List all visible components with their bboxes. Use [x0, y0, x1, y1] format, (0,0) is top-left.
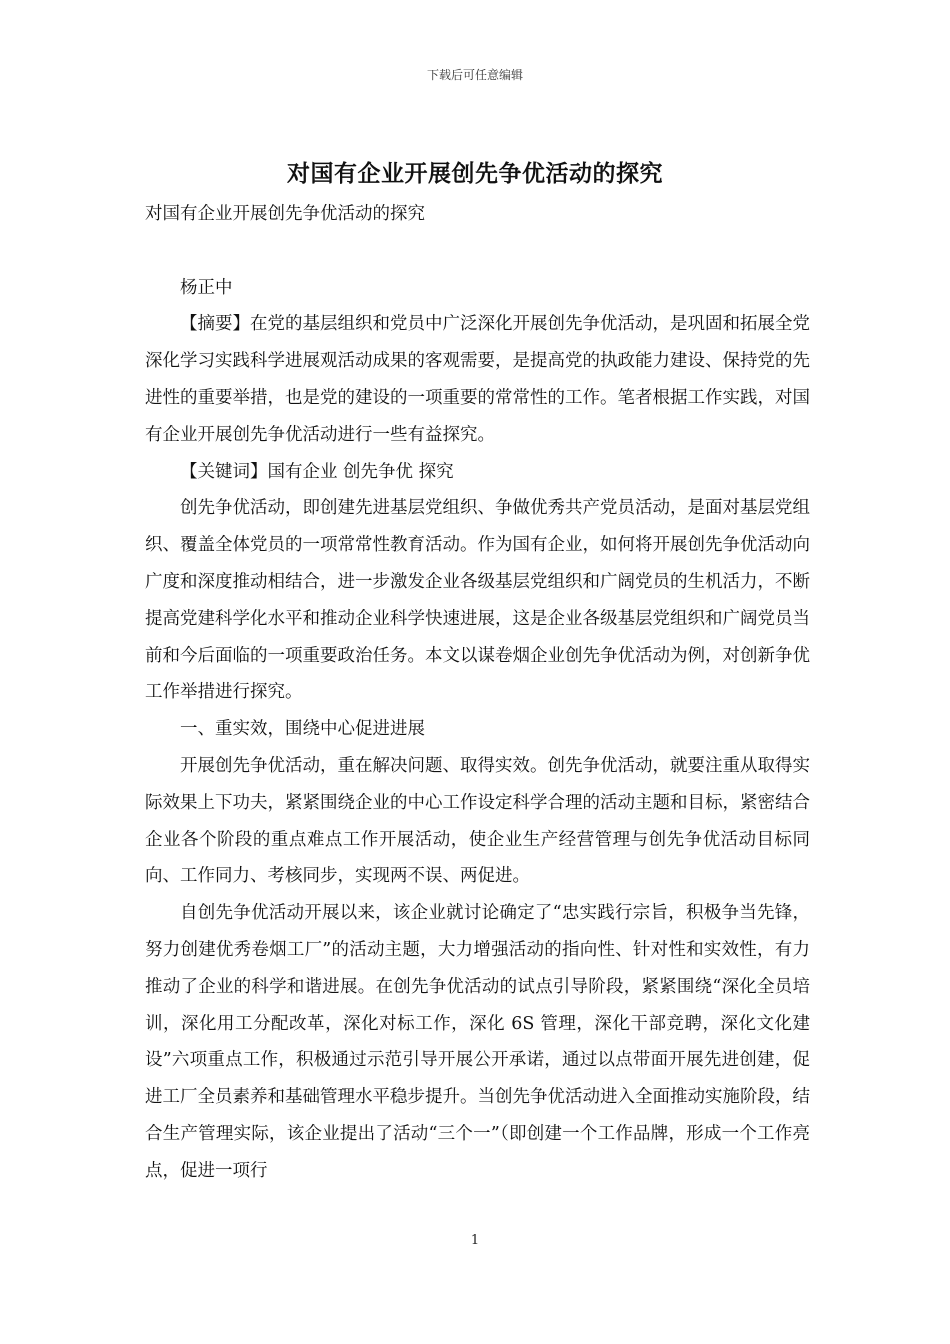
header-note: 下载后可任意编辑	[426, 68, 523, 82]
body-paragraph: 创先争优活动，即创建先进基层党组织、争做优秀共产党员活动，是面对基层党组织、覆盖全体党员的一项常常性教育活动。作为国有企业，如何将开展创先争优活动向广度和深度推动相结合，进一步激发企业各级基层党组织和广阔党员的生机活力，不断提高党建科学化水平和推动企业科学快速进展，这是企业各级基层党组织和广阔党员当前和今后面临的一项重要政治任务。本文以谋卷烟企业创先争优活动为例，对创新争优工作举措进行探究。	[145, 498, 810, 703]
body-paragraph: 自创先争优活动开展以来，该企业就讨论确定了“忠实践行宗旨，积极争当先锋，努力创建优秀卷烟工厂”的活动主题，大力增强活动的指向性、针对性和实效性，有力推动了企业的科学和谐进展。在创先争优活动的试点引导阶段，紧紧围绕“深化全员培训，深化用工分配改革，深化对标工作，深化 6S 管理，深化干部竞聘，深化文化建设”六项重点工作，积极通过示范引导开展公开承诺，通过以点带面开展先进创建，促进工厂全员素养和基础管理水平稳步提升。当创先争优活动进入全面推动实施阶段，结合生产管理实际，该企业提出了活动“三个一”（即创建一个工作品牌，形成一个工作亮点，促进一项行	[145, 903, 810, 1181]
document-body	[145, 196, 810, 1190]
body-paragraph: 开展创先争优活动，重在解决问题、取得实效。创先争优活动，就要注重从取得实际效果上下功夫，紧紧围绕企业的中心工作设定科学合理的活动主题和目标，紧密结合企业各个阶段的重点难点工作开展活动，使企业生产经营管理与创先争优活动目标同向、工作同力、考核同步，实现两不误、两促进。	[145, 755, 810, 887]
section-heading: 一、重实效，围绕中心促进进展	[180, 719, 425, 740]
document-title: 对国有企业开展创先争优活动的探究	[287, 160, 663, 187]
keywords-paragraph: 【关键词】国有企业 创先争优 探究	[180, 461, 454, 482]
blank-line	[145, 233, 810, 270]
abstract-paragraph: 【摘要】在党的基层组织和党员中广泛深化开展创先争优活动，是巩固和拓展全党深化学习实践科学进展观活动成果的客观需要，是提高党的执政能力建设、保持党的先进性的重要举措，也是党的建设的一项重要的常常性的工作。笔者根据工作实践，对国有企业开展创先争优活动进行一些有益探究。	[145, 314, 810, 445]
page-number: 1	[470, 1233, 480, 1248]
author-name: 杨正中	[180, 277, 233, 298]
document-subtitle: 对国有企业开展创先争优活动的探究	[145, 204, 425, 224]
